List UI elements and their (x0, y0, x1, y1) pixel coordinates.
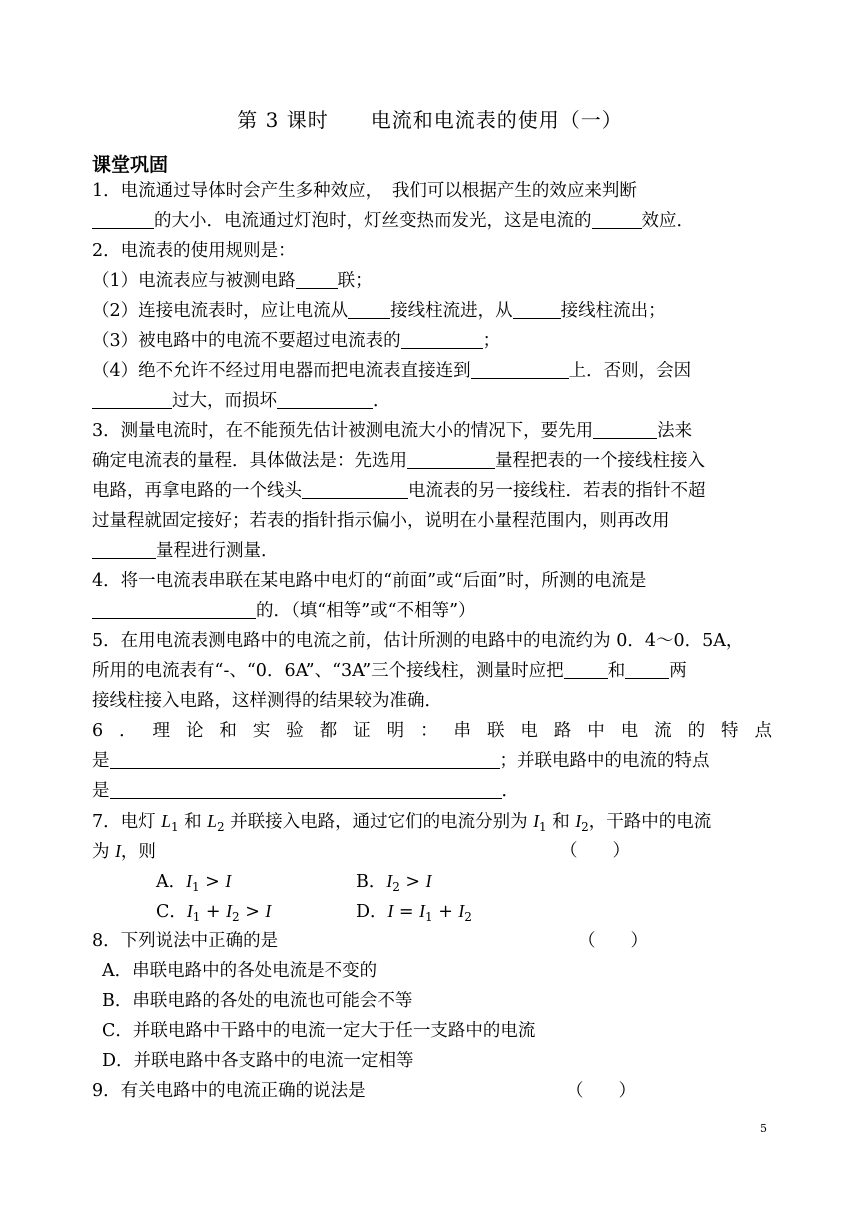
q8-answer-paren[interactable]: （ ） (578, 931, 648, 951)
q7-option-c[interactable]: C．$I_1 + I_2 > I$ (156, 901, 272, 924)
blank[interactable] (92, 600, 256, 619)
blank[interactable] (92, 210, 154, 229)
q3-line-4: 过量程就固定接好；若表的指针指示偏小，说明在小量程范围内，则再改用 (92, 511, 670, 531)
blank[interactable] (401, 330, 483, 349)
q8-option-a[interactable]: A．串联电路中的各处电流是不变的 (102, 961, 378, 981)
q2-rule-4-cont: 过大，而损坏 ． (92, 386, 772, 416)
q2-rule-4: （4）绝不允许不经过用电器而把电流表直接连到 上．否则，会因 (92, 361, 692, 381)
q5-line-2: 所用的电流表有“-、“0．6A”、“3A”三个接线柱，测量时应把 和 两 (92, 661, 687, 681)
blank[interactable] (592, 210, 642, 229)
q2-rule-1: （1）电流表应与被测电路 联； (92, 271, 373, 291)
q3-line-2: 确定电流表的量程．具体做法是：先选用 量程把表的一个接线柱接入 (92, 451, 705, 471)
blank[interactable] (92, 390, 172, 409)
q8-option-d[interactable]: D．并联电路中各支路中的电流一定相等 (102, 1051, 414, 1071)
section-heading: 课堂巩固 (92, 154, 169, 176)
q7-line-1: 7．电灯 $L_1$ 和 $L_2$ 并联接入电路，通过它们的电流分别为 $I_1$ 和 $I_2$，干路中的电流 (92, 811, 712, 834)
q6-line-3: 是 ． (92, 781, 519, 801)
q2-rule-2: （2）连接电流表时，应让电流从 接线柱流进，从 接线柱流出； (92, 301, 666, 321)
blank[interactable] (513, 300, 561, 319)
q4-line-1: 4．将一电流表串联在某电路中电灯的“前面”或“后面”时，所测的电流是 (92, 571, 647, 591)
q1-line-1: 1．电流通过导体时会产生多种效应， 我们可以根据产生的效应来判断 (92, 181, 637, 201)
blank[interactable] (471, 360, 569, 379)
q5-line-1: 5．在用电流表测电路中的电流之前，估计所测的电路中的电流约为 0．4～0．5A， (92, 631, 744, 651)
q9-answer-paren[interactable]: （ ） (566, 1081, 636, 1101)
q3-line-5: 量程进行测量． (92, 536, 772, 566)
blank[interactable] (296, 270, 338, 289)
q4-line-2: 的．（填“相等”或“不相等”） (92, 596, 772, 626)
q2-rule-3: （3）被电路中的电流不要超过电流表的 ； (92, 331, 501, 351)
blank[interactable] (348, 300, 390, 319)
q1-line-2: 的大小．电流通过灯泡时，灯丝变热而发光，这是电流的 效应． (92, 206, 772, 236)
blank[interactable] (302, 480, 408, 499)
q7-line-2: 为 I，则 (92, 841, 156, 862)
q6-line-1: 6．理论和实验都证明：串联电路中电流的特点 (92, 721, 772, 741)
q8-option-c[interactable]: C．并联电路中干路中的电流一定大于任一支路中的电流 (102, 1021, 536, 1041)
blank[interactable] (110, 750, 500, 769)
blank[interactable] (407, 450, 495, 469)
q9-head: 9．有关电路中的电流正确的说法是 (92, 1081, 366, 1101)
q5-line-3: 接线柱接入电路，这样测得的结果较为准确． (92, 691, 442, 711)
blank[interactable] (593, 420, 657, 439)
q7-option-b[interactable]: B．$I_2 > I$ (356, 871, 432, 894)
q8-head: 8．下列说法中正确的是 (92, 931, 279, 951)
blank[interactable] (277, 390, 373, 409)
page-title: 第 3 课时 电流和电流表的使用（一） (237, 108, 623, 132)
blank[interactable] (92, 540, 156, 559)
blank[interactable] (564, 660, 608, 679)
q3-line-1: 3．测量电流时，在不能预先估计被测电流大小的情况下，要先用 法来 (92, 421, 693, 441)
page-number: 5 (760, 1122, 767, 1135)
q2-head: 2．电流表的使用规则是： (92, 241, 296, 261)
blank[interactable] (625, 660, 669, 679)
q8-option-b[interactable]: B．串联电路的各处的电流也可能会不等 (102, 991, 413, 1011)
q7-option-d[interactable]: D．$I = I_1 + I_2$ (356, 901, 472, 924)
q7-answer-paren[interactable]: （ ） (560, 841, 630, 861)
blank[interactable] (110, 780, 502, 799)
q7-option-a[interactable]: A．$I_1 > I$ (156, 871, 232, 894)
q3-line-3: 电路，再拿电路的一个线头 电流表的另一接线柱．若表的指针不超 (92, 481, 706, 501)
q6-line-2: 是 ；并联电路中的电流的特点 (92, 751, 710, 771)
